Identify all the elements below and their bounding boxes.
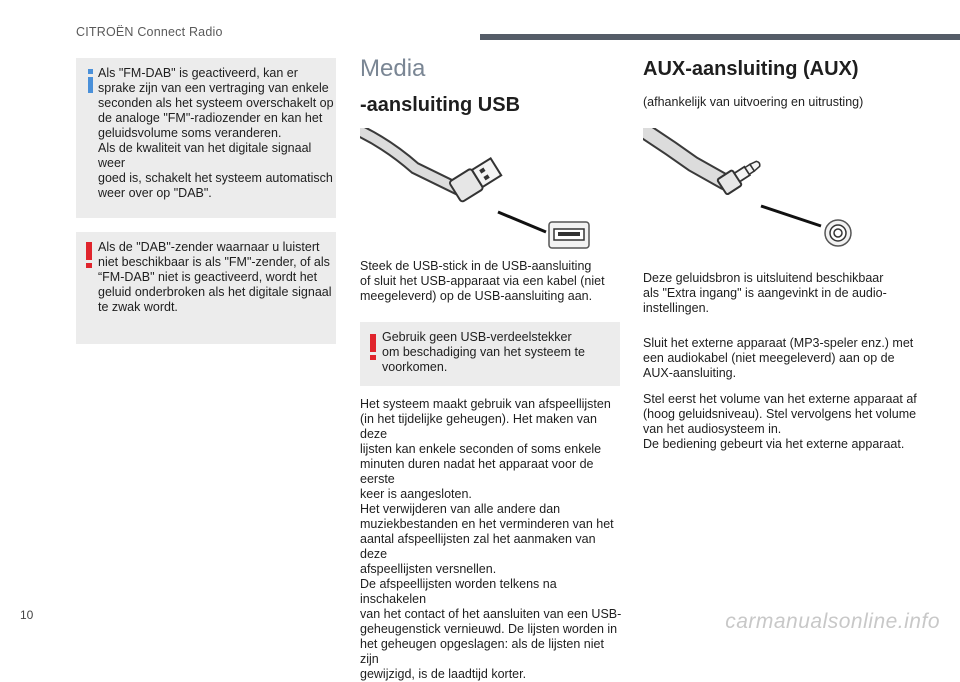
section-label-media: Media — [360, 55, 426, 82]
warning-box-usb — [360, 322, 620, 386]
warning-box-usb-text: Gebruik geen USB-verdeelstekker om beschadiging van het systeem te voorkomen. — [382, 330, 585, 374]
info-box-text: Als "FM-DAB" is geactiveerd, kan er sprake zijn van een vertraging van enkele seconden als het systeem overschakelt op de analoge "FM"-radiozender en kan het geluidsvolume soms veranderen. Als de kwaliteit van het digitale signaal weer goed is, schakelt het systeem automatisch weer over op "DAB". — [98, 66, 334, 200]
usb-paragraph-1: Steek de USB-stick in de USB-aansluiting of sluit het USB-apparaat via een kabel (niet meegeleverd) op de USB-aansluiting aan. — [360, 259, 605, 303]
header-bar — [480, 34, 960, 40]
aux-paragraph-3: Stel eerst het volume van het externe apparaat af (hoog geluidsniveau). Stel vervolgens het volume van het audiosysteem in. De bediening gebeurt via het externe apparaat. — [643, 392, 917, 451]
warning-box-dab — [76, 232, 336, 344]
watermark: carmanualsonline.info — [725, 610, 940, 633]
aux-paragraph-2: Sluit het externe apparaat (MP3-speler enz.) met een audiokabel (niet meegeleverd) aan op de AUX-aansluiting. — [643, 336, 914, 380]
aux-heading: AUX-aansluiting (AUX) — [643, 58, 859, 80]
info-icon — [88, 69, 93, 93]
usb-port-icon — [548, 221, 590, 249]
usb-heading: -aansluiting USB — [360, 94, 521, 116]
warning-icon — [370, 334, 376, 360]
header-title: CITROËN Connect Radio — [76, 25, 223, 39]
aux-jack-illustration — [643, 128, 843, 228]
aux-port-icon — [823, 218, 853, 248]
warning-icon — [86, 242, 92, 268]
page-number: 10 — [20, 608, 34, 622]
aux-paragraph-1: Deze geluidsbron is uitsluitend beschikbaar als "Extra ingang" is aangevinkt in de audio- instellingen. — [643, 271, 887, 315]
aux-subtitle: (afhankelijk van uitvoering en uitrusting) — [643, 95, 864, 109]
usb-paragraph-2: Het systeem maakt gebruik van afspeellijsten (in het tijdelijke geheugen). Het maken van deze lijsten kan enkele seconden of soms enkele minuten duren nadat het apparaat voor de eerste keer is aangesloten. Het verwijderen van alle andere dan muziekbestanden en het verminderen van het aantal afspeellijsten zal het aanmaken van deze afspeellijsten versnellen. De afspeellijsten worden telkens na inschakelen van het contact of het aansluiten van een USB- geheugenstick vernieuwd. De lijsten worden in het geheugen opgeslagen: als de lijsten niet zijn gewijzigd, is de laadtijd korter. — [360, 397, 622, 681]
info-box — [76, 58, 336, 218]
warning-box-dab-text: Als de "DAB"-zender waarnaar u luistert niet beschikbaar is als "FM"-zender, of als “FM-DAB" niet is geactiveerd, wordt het geluid onderbroken als het digitale signaal te zwak wordt. — [98, 240, 332, 314]
